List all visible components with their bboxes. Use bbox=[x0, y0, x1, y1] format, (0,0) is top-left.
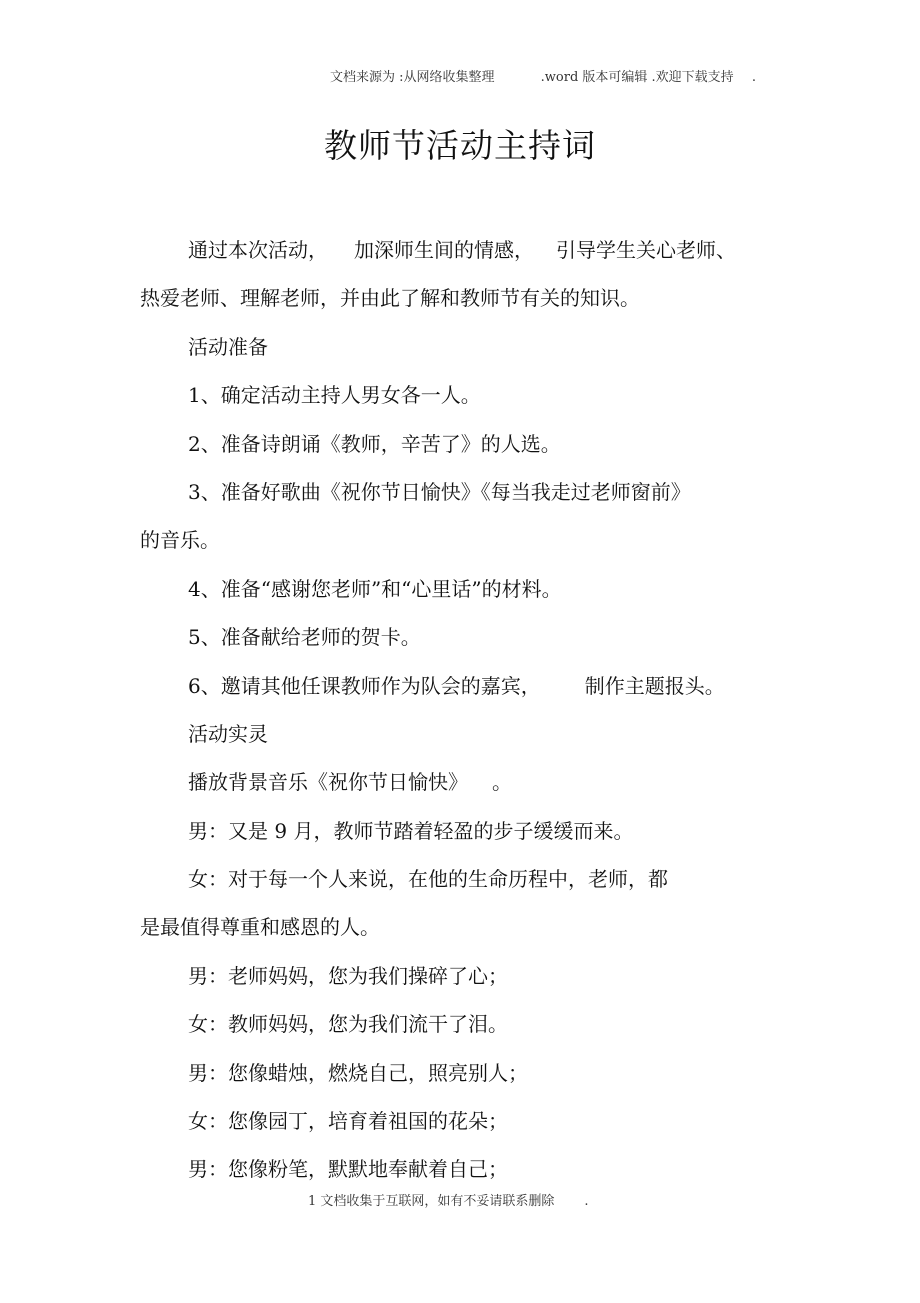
prep-item-2: 2、准备诗朗诵《教师，辛苦了》的人选。 bbox=[188, 431, 561, 456]
background-music-text: 播放背景音乐《祝你节日愉快》 bbox=[188, 770, 458, 795]
heading-preparation: 活动准备 bbox=[188, 334, 268, 359]
prep-item-3-line1: 3、准备好歌曲《祝你节日愉快》《每当我走过老师窗前》 bbox=[188, 479, 691, 504]
prep-item-4: 4、准备“感谢您老师”和“心里话”的材料。 bbox=[188, 576, 562, 601]
header-dot: . bbox=[751, 70, 756, 85]
header-editable-note: .word 版本可编辑 .欢迎下载支持 bbox=[540, 70, 734, 85]
dialogue-male-3: 男：您像蜡烛，燃烧自己，照亮别人； bbox=[188, 1060, 528, 1085]
background-music-line bbox=[140, 764, 780, 812]
document-body bbox=[140, 232, 780, 1200]
dialogue-female-2: 女：教师妈妈，您为我们流干了泪。 bbox=[188, 1012, 508, 1037]
dialogue-female-1-line1: 女：对于每一个人来说，在他的生命历程中，老师，都 bbox=[188, 867, 668, 892]
dialogue-male-4: 男：您像粉笔，默默地奉献着自己； bbox=[188, 1157, 508, 1182]
prep-item-5: 5、准备献给老师的贺卡。 bbox=[188, 625, 421, 650]
prep-item-3-line2: 的音乐。 bbox=[140, 528, 220, 553]
document-title: 教师节活动主持词 bbox=[324, 126, 596, 165]
header-source: 文档来源为 :从网络收集整理 bbox=[330, 70, 495, 85]
footer-text: 1 文档收集于互联网，如有不妥请联系删除 bbox=[308, 1194, 555, 1209]
footer-dot: . bbox=[584, 1194, 589, 1209]
page-footer bbox=[308, 1190, 589, 1209]
prep-item-1: 1、确定活动主持人男女各一人。 bbox=[188, 383, 481, 408]
heading-implementation: 活动实灵 bbox=[188, 721, 268, 746]
prep-item-6-part-b: 制作主题报头。 bbox=[584, 673, 725, 698]
paragraph-intro-line1 bbox=[140, 232, 780, 280]
dialogue-male-2: 男：老师妈妈，您为我们操碎了心； bbox=[188, 963, 508, 988]
paragraph-intro-line2: 热爱老师、理解老师，并由此了解和教师节有关的知识。 bbox=[140, 286, 640, 311]
dialogue-male-1: 男：又是 9 月，教师节踏着轻盈的步子缓缓而来。 bbox=[188, 818, 634, 843]
dialogue-female-1-line2: 是最值得尊重和感恩的人。 bbox=[140, 915, 380, 940]
background-music-period: 。 bbox=[492, 770, 512, 795]
prep-item-6 bbox=[140, 668, 780, 716]
page-header bbox=[330, 66, 900, 85]
intro-part-a: 通过本次活动， bbox=[188, 238, 328, 262]
dialogue-female-3: 女：您像园丁，培育着祖国的花朵； bbox=[188, 1109, 508, 1134]
prep-item-6-part-a: 6、邀请其他任课教师作为队会的嘉宾， bbox=[188, 673, 541, 698]
intro-part-b: 加深师生间的情感， bbox=[354, 238, 534, 262]
intro-part-c: 引导学生关心老师、 bbox=[556, 238, 736, 262]
